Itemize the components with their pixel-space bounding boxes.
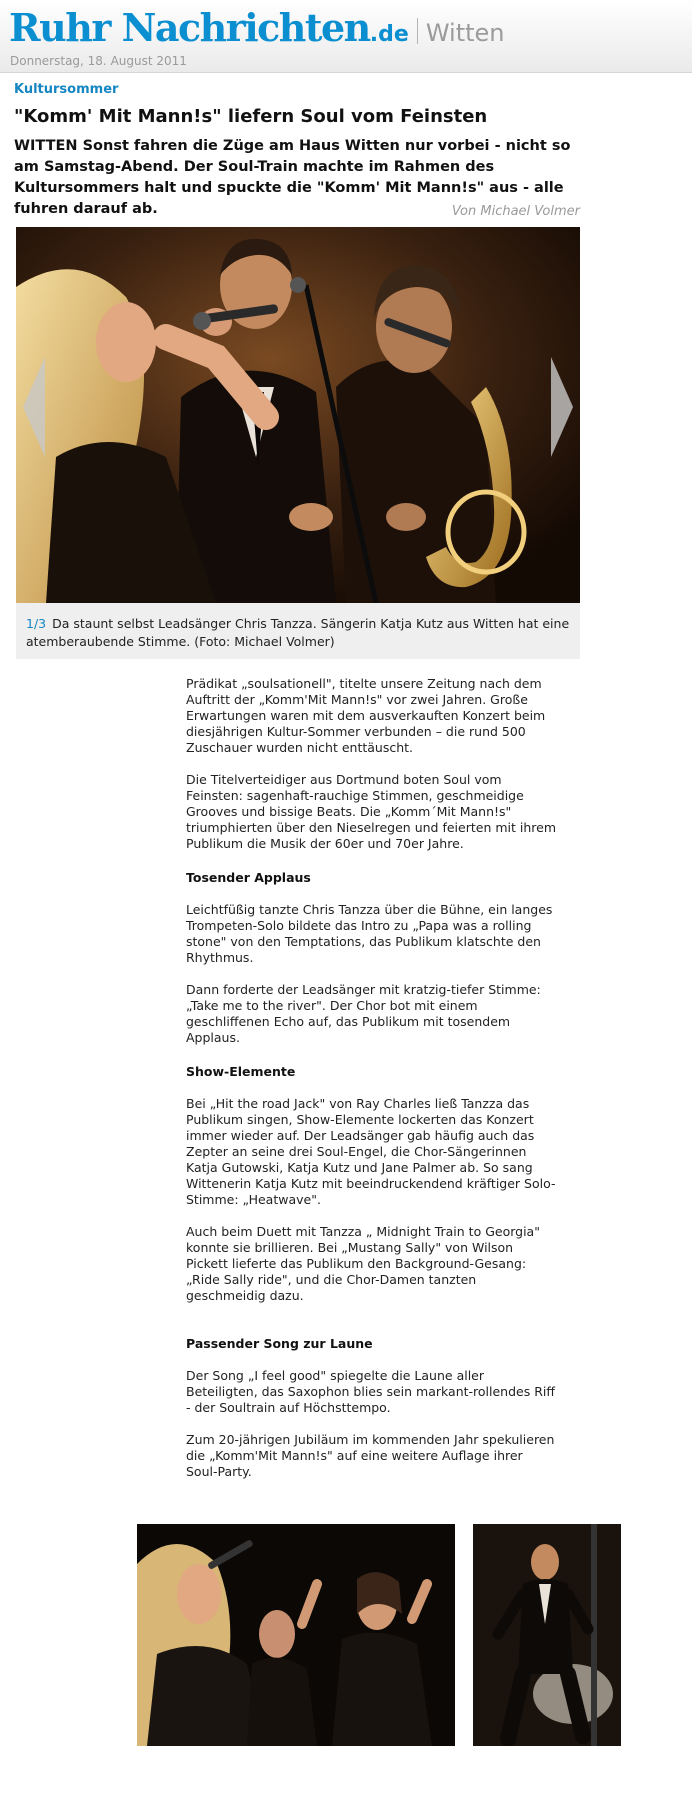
body-paragraph: Die Titelverteidiger aus Dortmund boten Soul vom Feinsten: sagenhaft-rauchige Stimmen, geschmeidige Grooves und bissige Beats. Die „Komm´Mit Mann!s" triumphierten über den Nieselregen und feierten mit ihrem Publikum die Musik der 60er und 70er Jahre. <box>186 772 556 851</box>
logo-divider <box>417 18 418 44</box>
singers-photo-illustration <box>137 1524 455 1746</box>
header-date: Donnerstag, 18. August 2011 <box>10 54 187 68</box>
subheading-tosender-applaus: Tosender Applaus <box>186 870 311 885</box>
gallery-caption-text: Da staunt selbst Leadsänger Chris Tanzza. Sängerin Katja Kutz aus Witten hat eine atemberaubende Stimme. (Foto: Michael Volmer) <box>26 616 570 649</box>
dancer-photo-illustration <box>473 1524 621 1746</box>
gallery-caption-box <box>16 603 580 659</box>
body-paragraph: Prädikat „soulsationell", titelte unsere Zeitung nach dem Auftritt der „Komm'Mit Mann!s" vor zwei Jahren. Große Erwartungen waren mit dem ausverkauften Konzert beim diesjährigen Kultur-Sommer verbunden – die rund 500 Zuschauer wurden nicht enttäuscht. <box>186 676 546 755</box>
gallery-next-button[interactable] <box>547 357 577 457</box>
site-header <box>0 0 692 73</box>
concert-photo-illustration <box>16 227 580 603</box>
site-tld: .de <box>369 22 409 47</box>
gallery-prev-button[interactable] <box>19 357 49 457</box>
article-kicker: Kultursommer <box>14 82 119 97</box>
article-headline: "Komm' Mit Mann!s" liefern Soul vom Feinsten <box>14 106 488 127</box>
city-name[interactable]: Witten <box>425 19 505 47</box>
chevron-left-icon <box>19 357 49 457</box>
gallery-main-photo[interactable] <box>16 227 580 603</box>
body-paragraph: Auch beim Duett mit Tanzza „ Midnight Train to Georgia" konnte sie brillieren. Bei „Mustang Sally" von Wilson Pickett lieferte das Publikum den Background-Gesang: „Ride Sally ride", und die Chor-Damen tanzten geschmeidig dazu. <box>186 1224 540 1303</box>
body-paragraph: Bei „Hit the road Jack" von Ray Charles ließ Tanzza das Publikum singen, Show-Elemente lockerten das Konzert immer wieder auf. Der Leadsänger gab häufig auch das Zepter an seine drei Soul-Engel, die Chor-Sängerinnen Katja Gutowski, Katja Kutz und Jane Palmer ab. So sang Wittenerin Katja Kutz mit beeindruckendend kräftiger Solo-Stimme: „Heatwave". <box>186 1096 556 1207</box>
body-paragraph: Dann forderte der Leadsänger mit kratzig-tiefer Stimme: „Take me to the river". Der Chor bot mit einem geschliffenen Echo auf, das Publikum mit tosendem Applaus. <box>186 982 541 1045</box>
article-lead: WITTEN Sonst fahren die Züge am Haus Witten nur vorbei - nicht so am Samstag-Abend. Der Soul-Train machte im Rahmen des Kultursommers halt und spuckte die "Komm' Mit Mann!s" aus - alle fuhren darauf ab. <box>14 138 571 217</box>
subheading-passender-song: Passender Song zur Laune <box>186 1336 373 1351</box>
gallery-thumbnail-singers[interactable] <box>137 1524 455 1746</box>
site-logo[interactable] <box>9 6 505 50</box>
chevron-right-icon <box>547 357 577 457</box>
body-paragraph: Zum 20-jährigen Jubiläum im kommenden Jahr spekulieren die „Komm'Mit Mann!s" auf eine weitere Auflage ihrer Soul-Party. <box>186 1432 555 1479</box>
gallery-caption <box>16 603 580 651</box>
body-paragraph: Der Song „I feel good" spiegelte die Laune aller Beteiligten, das Saxophon blies sein markant-rollendes Riff - der Soultrain auf Höchsttempo. <box>186 1368 555 1415</box>
article-author: Von Michael Volmer <box>451 204 580 219</box>
site-name: Ruhr Nachrichten <box>9 5 370 50</box>
article-body <box>186 676 556 1480</box>
gallery-counter: 1/3 <box>26 616 47 631</box>
body-paragraph: Leichtfüßig tanzte Chris Tanzza über die Bühne, ein langes Trompeten-Solo bildete das Intro zu „Papa was a rolling stone" von den Temptations, das Publikum klatschte den Rhythmus. <box>186 902 553 965</box>
gallery-thumbnail-dancer[interactable] <box>473 1524 621 1746</box>
subheading-show-elemente: Show-Elemente <box>186 1064 296 1079</box>
